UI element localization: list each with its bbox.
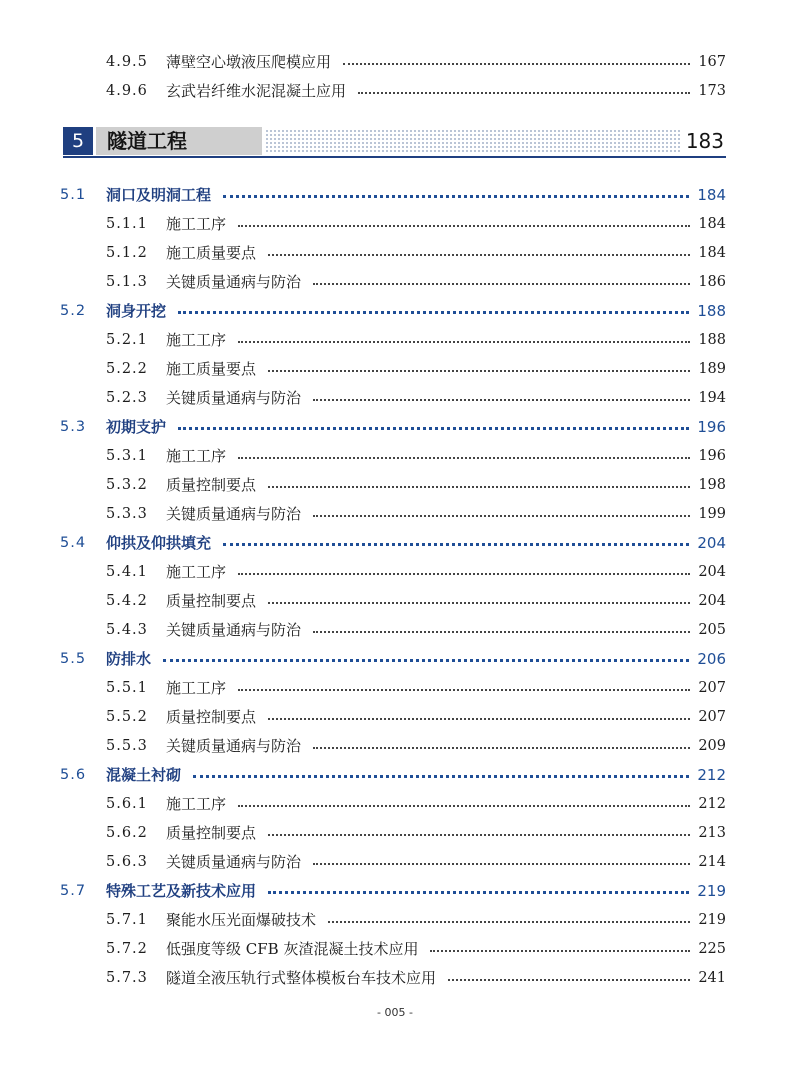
entry-title: 质量控制要点 — [166, 592, 257, 610]
chapter-title: 隧道工程 — [107, 129, 187, 153]
entry-page: 209 — [698, 738, 726, 754]
section-page: 219 — [697, 882, 726, 900]
dot-leader — [268, 486, 690, 488]
toc-entry-4-9-5[interactable] — [0, 48, 790, 77]
toc-entry-5-1-2[interactable] — [0, 239, 790, 268]
entry-number: 5.3.1 — [106, 448, 148, 464]
entry-number: 5.4.3 — [106, 622, 148, 638]
section-number: 5.7 — [60, 883, 87, 899]
entry-page: 212 — [698, 796, 726, 812]
entry-title: 施工工序 — [166, 331, 227, 349]
entry-title: 玄武岩纤维水泥混凝土应用 — [166, 82, 347, 100]
toc-entry-5-7-3[interactable] — [0, 964, 790, 993]
dot-leader — [178, 427, 689, 430]
entry-page: 184 — [698, 216, 726, 232]
section-number: 5.3 — [60, 419, 87, 435]
toc-section-5-7[interactable] — [0, 877, 790, 906]
entry-title: 质量控制要点 — [166, 708, 257, 726]
toc-section-5-3[interactable] — [0, 413, 790, 442]
entry-title: 质量控制要点 — [166, 476, 257, 494]
entry-page: 189 — [698, 361, 726, 377]
entry-title: 薄壁空心墩液压爬模应用 — [166, 53, 332, 71]
entry-title: 关键质量通病与防治 — [166, 505, 302, 523]
entry-page: 204 — [698, 564, 726, 580]
dot-leader — [223, 543, 689, 546]
entry-number: 5.5.2 — [106, 709, 148, 725]
toc-entry-5-5-3[interactable] — [0, 732, 790, 761]
entry-title: 隧道全液压轨行式整体模板台车技术应用 — [166, 969, 437, 987]
dot-leader — [238, 225, 690, 227]
toc-entry-5-2-3[interactable] — [0, 384, 790, 413]
entry-title: 聚能水压光面爆破技术 — [166, 911, 317, 929]
entry-number: 5.6.3 — [106, 854, 148, 870]
toc-entry-5-3-1[interactable] — [0, 442, 790, 471]
entry-number: 5.2.3 — [106, 390, 148, 406]
entry-title: 质量控制要点 — [166, 824, 257, 842]
section-title: 混凝土衬砌 — [106, 766, 182, 784]
section-number: 5.1 — [60, 187, 87, 203]
entry-number: 5.5.3 — [106, 738, 148, 754]
dot-leader — [268, 834, 690, 836]
dot-leader — [313, 631, 690, 633]
dot-leader — [328, 921, 690, 923]
dot-leader — [238, 573, 690, 575]
section-title: 特殊工艺及新技术应用 — [106, 882, 257, 900]
entry-number: 5.3.2 — [106, 477, 148, 493]
entry-page: 225 — [698, 941, 726, 957]
dot-leader — [313, 863, 690, 865]
entry-title: 关键质量通病与防治 — [166, 737, 302, 755]
entry-number: 5.2.1 — [106, 332, 148, 348]
toc-section-5-2[interactable] — [0, 297, 790, 326]
dot-leader — [163, 659, 689, 662]
toc-entry-5-2-2[interactable] — [0, 355, 790, 384]
section-number: 5.2 — [60, 303, 87, 319]
toc-entry-5-4-3[interactable] — [0, 616, 790, 645]
entry-page: 204 — [698, 593, 726, 609]
entry-number: 5.7.1 — [106, 912, 148, 928]
dot-leader — [313, 747, 690, 749]
entry-page: 207 — [698, 709, 726, 725]
entry-number: 5.4.2 — [106, 593, 148, 609]
entry-page: 184 — [698, 245, 726, 261]
dot-leader — [313, 283, 690, 285]
entry-title: 施工工序 — [166, 679, 227, 697]
entry-number: 5.6.2 — [106, 825, 148, 841]
chapter-header[interactable] — [63, 127, 726, 155]
toc-entry-5-5-1[interactable] — [0, 674, 790, 703]
toc-entry-5-5-2[interactable] — [0, 703, 790, 732]
toc-entry-5-7-1[interactable] — [0, 906, 790, 935]
entry-page: 241 — [698, 970, 726, 986]
entry-page: 196 — [698, 448, 726, 464]
dot-leader — [268, 718, 690, 720]
entry-page: 167 — [698, 54, 726, 70]
entry-number: 4.9.5 — [106, 54, 148, 70]
dot-leader — [358, 92, 690, 94]
toc-entry-5-3-2[interactable] — [0, 471, 790, 500]
toc-entry-5-6-2[interactable] — [0, 819, 790, 848]
entry-title: 施工质量要点 — [166, 360, 257, 378]
entry-number: 5.1.2 — [106, 245, 148, 261]
entry-number: 5.4.1 — [106, 564, 148, 580]
dot-leader — [238, 341, 690, 343]
entry-number: 5.5.1 — [106, 680, 148, 696]
dot-leader — [430, 950, 690, 952]
section-title: 初期支护 — [106, 418, 167, 436]
toc-section-5-5[interactable] — [0, 645, 790, 674]
section-number: 5.6 — [60, 767, 87, 783]
entry-title: 关键质量通病与防治 — [166, 621, 302, 639]
entry-page: 214 — [698, 854, 726, 870]
toc-entry-5-4-1[interactable] — [0, 558, 790, 587]
dot-leader — [178, 311, 689, 314]
entry-page: 173 — [698, 83, 726, 99]
entry-title: 关键质量通病与防治 — [166, 389, 302, 407]
section-page: 188 — [697, 302, 726, 320]
entry-page: 213 — [698, 825, 726, 841]
dot-leader — [268, 602, 690, 604]
entry-title: 施工工序 — [166, 215, 227, 233]
entry-page: 188 — [698, 332, 726, 348]
entry-title: 关键质量通病与防治 — [166, 853, 302, 871]
dot-leader — [238, 805, 690, 807]
entry-number: 5.7.3 — [106, 970, 148, 986]
entry-page: 186 — [698, 274, 726, 290]
entry-title: 施工质量要点 — [166, 244, 257, 262]
section-title: 洞口及明洞工程 — [106, 186, 212, 204]
dot-leader — [268, 254, 690, 256]
entry-number: 4.9.6 — [106, 83, 148, 99]
entry-number: 5.6.1 — [106, 796, 148, 812]
entry-number: 5.7.2 — [106, 941, 148, 957]
toc-section-5-6[interactable] — [0, 761, 790, 790]
entry-page: 199 — [698, 506, 726, 522]
entry-page: 194 — [698, 390, 726, 406]
section-title: 防排水 — [106, 650, 152, 668]
section-page: 212 — [697, 766, 726, 784]
dot-leader — [448, 979, 690, 981]
toc-entry-5-6-1[interactable] — [0, 790, 790, 819]
section-number: 5.4 — [60, 535, 87, 551]
toc-entry-4-9-6[interactable] — [0, 77, 790, 106]
toc-entry-5-4-2[interactable] — [0, 587, 790, 616]
dot-leader — [238, 457, 690, 459]
toc-section-5-4[interactable] — [0, 529, 790, 558]
toc-entry-5-1-1[interactable] — [0, 210, 790, 239]
chapter-page: 183 — [685, 129, 724, 153]
entry-number: 5.2.2 — [106, 361, 148, 377]
page-number-footer: - 005 - — [377, 1006, 413, 1019]
entry-number: 5.1.3 — [106, 274, 148, 290]
entry-title: 低强度等级 CFB 灰渣混凝土技术应用 — [166, 940, 419, 958]
entry-number: 5.1.1 — [106, 216, 148, 232]
dot-leader — [268, 891, 689, 894]
chapter-dot-pattern — [265, 129, 680, 153]
dot-leader — [313, 399, 690, 401]
toc-entry-5-6-3[interactable] — [0, 848, 790, 877]
entry-number: 5.3.3 — [106, 506, 148, 522]
chapter-number: 5 — [63, 127, 93, 155]
dot-leader — [193, 775, 689, 778]
toc-entry-5-3-3[interactable] — [0, 500, 790, 529]
entry-title: 施工工序 — [166, 795, 227, 813]
entry-page: 205 — [698, 622, 726, 638]
dot-leader — [223, 195, 689, 198]
entry-title: 关键质量通病与防治 — [166, 273, 302, 291]
section-title: 仰拱及仰拱填充 — [106, 534, 212, 552]
entry-page: 207 — [698, 680, 726, 696]
section-page: 196 — [697, 418, 726, 436]
section-number: 5.5 — [60, 651, 87, 667]
chapter-underline — [63, 156, 726, 158]
toc-entry-5-1-3[interactable] — [0, 268, 790, 297]
entry-title: 施工工序 — [166, 563, 227, 581]
toc-entry-5-2-1[interactable] — [0, 326, 790, 355]
entry-title: 施工工序 — [166, 447, 227, 465]
dot-leader — [238, 689, 690, 691]
section-page: 206 — [697, 650, 726, 668]
entry-page: 219 — [698, 912, 726, 928]
dot-leader — [343, 63, 690, 65]
toc-section-5-1[interactable] — [0, 181, 790, 210]
entry-page: 198 — [698, 477, 726, 493]
section-page: 204 — [697, 534, 726, 552]
dot-leader — [313, 515, 690, 517]
section-page: 184 — [697, 186, 726, 204]
toc-entry-5-7-2[interactable] — [0, 935, 790, 964]
section-title: 洞身开挖 — [106, 302, 167, 320]
dot-leader — [268, 370, 690, 372]
